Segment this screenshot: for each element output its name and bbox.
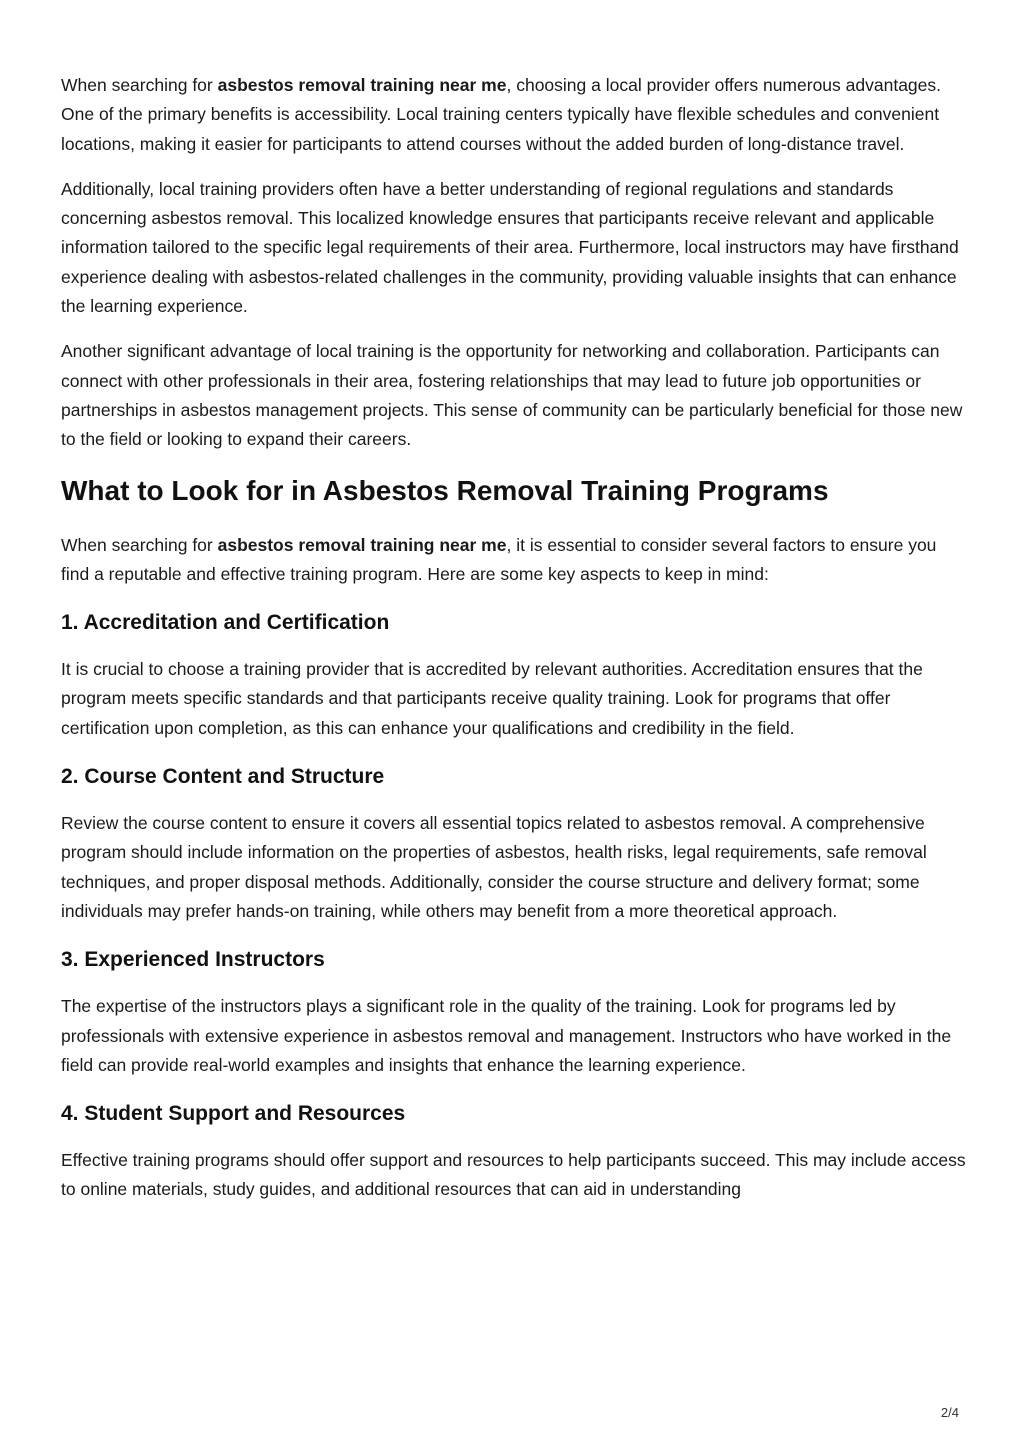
page-number: 2/4 [940, 1405, 959, 1420]
section-lead-paragraph [61, 531, 966, 590]
subsection-heading-accreditation: 1. Accreditation and Certification [61, 611, 390, 635]
intro-p1-pre: When searching for [61, 75, 218, 95]
subsection-heading-instructors: 3. Experienced Instructors [61, 948, 325, 972]
subsection-body-student-support: Effective training programs should offer support and resources to help participants succeed. This may include access to online materials, study guides, and additional resources that can aid in understanding [61, 1150, 966, 1200]
section-lead-post: , it is essential to consider several factors to ensure you find a reputable and effective training program. Here are some key aspects to keep in mind: [61, 534, 937, 584]
intro-paragraph-1 [61, 71, 966, 159]
subsection-body-instructors: The expertise of the instructors plays a significant role in the quality of the training. Look for programs led by professionals with extensive experience in asbestos removal and management. Instructors who have worked in the field can provide real-world examples and insights that enhance the learning experience. [61, 996, 952, 1075]
section-lead-pre: When searching for [61, 534, 218, 555]
subsection-body-accreditation: It is crucial to choose a training provider that is accredited by relevant authorities. Accreditation ensures that the program meets specific standards and that participants receive quality training. Look for programs that offer certification upon completion, as this can enhance your qualifications and credibility in the field. [61, 659, 923, 738]
intro-paragraph-3: Another significant advantage of local training is the opportunity for networking and collaboration. Participants can connect with other professionals in their area, fostering relationships that may lead to future job opportunities or partnerships in asbestos management projects. This sense of community can be particularly beneficial for those new to the field or looking to expand their careers. [61, 341, 963, 450]
intro-p1-post: , choosing a local provider offers numerous advantages. One of the primary benefits is accessibility. Local training centers typically have flexible schedules and convenient locations, making it easier for participants to attend courses without the added burden of long-distance travel. [61, 75, 942, 154]
section-heading: What to Look for in Asbestos Removal Training Programs [61, 474, 829, 506]
subsection-heading-course-content: 2. Course Content and Structure [61, 765, 385, 789]
keyword-emphasis: asbestos removal training near me [217, 534, 507, 555]
subsection-heading-student-support: 4. Student Support and Resources [61, 1102, 406, 1126]
subsection-body-course-content: Review the course content to ensure it covers all essential topics related to asbestos removal. A comprehensive program should include information on the properties of asbestos, health risks, legal requirements, safe removal techniques, and proper disposal methods. Additionally, consider the course structure and delivery format; some individuals may prefer hands-on training, while others may benefit from a more theoretical approach. [61, 813, 927, 921]
document-page [61, 71, 966, 1221]
keyword-emphasis: asbestos removal training near me [217, 75, 507, 95]
intro-paragraph-2: Additionally, local training providers often have a better understanding of regional regulations and standards concerning asbestos removal. This localized knowledge ensures that participants receive relevant and applicable information tailored to the specific legal requirements of their area. Furthermore, local instructors may have firsthand experience dealing with asbestos-related challenges in the community, providing valuable insights that can enhance the learning experience. [61, 178, 959, 317]
